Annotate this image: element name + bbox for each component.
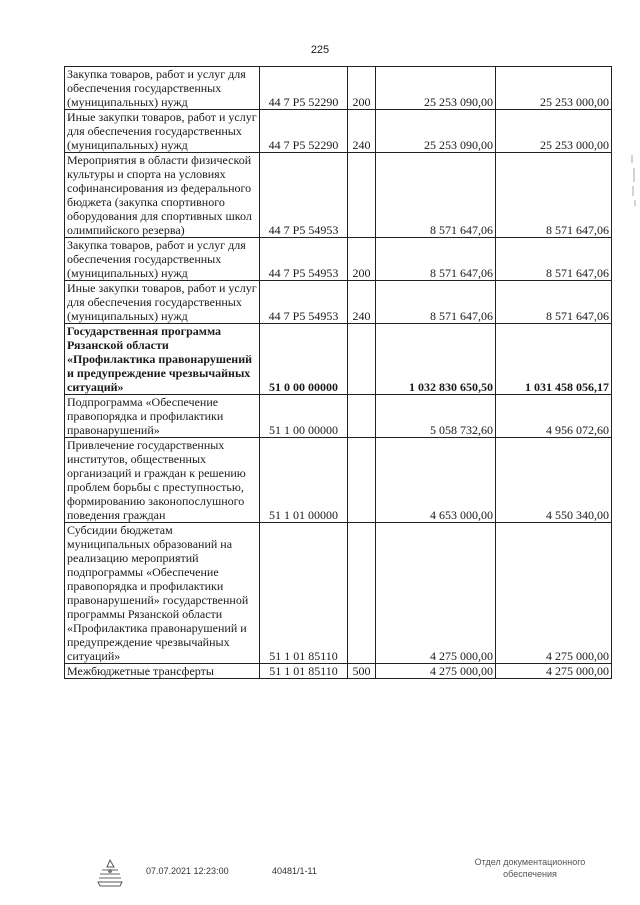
- row-value-1: 25 253 090,00: [376, 110, 496, 153]
- department-stamp: [445, 856, 615, 880]
- row-value-2: 8 571 647,06: [496, 153, 612, 238]
- row-code: 51 0 00 00000: [260, 324, 348, 395]
- row-expense-type: [348, 153, 376, 238]
- row-expense-type: [348, 324, 376, 395]
- row-value-2: 8 571 647,06: [496, 238, 612, 281]
- row-expense-type: 500: [348, 664, 376, 679]
- row-expense-type: [348, 438, 376, 523]
- table-row: [65, 281, 612, 324]
- row-expense-type: [348, 523, 376, 664]
- page-number: 225: [310, 44, 330, 56]
- table-row: [65, 395, 612, 438]
- row-value-2: 4 275 000,00: [496, 664, 612, 679]
- row-name: Межбюджетные трансферты: [65, 664, 260, 679]
- row-value-1: 1 032 830 650,50: [376, 324, 496, 395]
- department-line-1: Отдел документационного: [474, 857, 586, 867]
- row-value-1: 25 253 090,00: [376, 67, 496, 110]
- row-expense-type: 240: [348, 110, 376, 153]
- row-value-1: 4 275 000,00: [376, 523, 496, 664]
- row-code: 51 1 01 85110: [260, 664, 348, 679]
- row-value-2: 25 253 000,00: [496, 67, 612, 110]
- row-name: Иные закупки товаров, работ и услуг для обеспечения государственных (муниципальных) нужд: [65, 281, 260, 324]
- table-row: [65, 110, 612, 153]
- row-name: Привлечение государственных институтов, общественных организаций и граждан к решению проблем борьбы с преступностью, формированию законопослушного поведения граждан: [65, 438, 260, 523]
- table-row: [65, 523, 612, 664]
- footer-doc-number: 40481/1-11: [272, 866, 317, 876]
- row-code: 44 7 P5 52290: [260, 110, 348, 153]
- row-code: 51 1 01 00000: [260, 438, 348, 523]
- row-expense-type: 200: [348, 238, 376, 281]
- table-row: [65, 664, 612, 679]
- row-expense-type: 200: [348, 67, 376, 110]
- row-code: 44 7 P5 54953: [260, 153, 348, 238]
- row-value-2: 25 253 000,00: [496, 110, 612, 153]
- row-name: Иные закупки товаров, работ и услуг для обеспечения государственных (муниципальных) нужд: [65, 110, 260, 153]
- footer-datetime: 07.07.2021 12:23:00: [146, 866, 229, 876]
- row-code: 44 7 P5 54953: [260, 281, 348, 324]
- row-name: Мероприятия в области физической культуры и спорта на условиях софинансирования из федерального бюджета (закупка спортивного оборудования для спортивных школ олимпийского резерва): [65, 153, 260, 238]
- table-row: [65, 67, 612, 110]
- row-value-2: 4 956 072,60: [496, 395, 612, 438]
- row-code: 44 7 P5 52290: [260, 67, 348, 110]
- table-row: [65, 438, 612, 523]
- department-line-2: обеспечения: [503, 869, 557, 879]
- row-value-1: 8 571 647,06: [376, 281, 496, 324]
- row-expense-type: 240: [348, 281, 376, 324]
- table-row: [65, 324, 612, 395]
- row-value-2: 1 031 458 056,17: [496, 324, 612, 395]
- row-value-1: 8 571 647,06: [376, 238, 496, 281]
- scan-edge-marks: [630, 150, 638, 210]
- row-expense-type: [348, 395, 376, 438]
- row-value-1: 4 275 000,00: [376, 664, 496, 679]
- row-value-1: 5 058 732,60: [376, 395, 496, 438]
- row-name: Субсидии бюджетам муниципальных образований на реализацию мероприятий подпрограммы «Обеспечение правопорядка и профилактики правонарушений» государственной программы Рязанской области «Профилактика правонарушений и предупреждение чрезвычайных ситуаций»: [65, 523, 260, 664]
- stamp-icon: [93, 858, 127, 888]
- row-name: Государственная программа Рязанской области «Профилактика правонарушений и предупреждение чрезвычайных ситуаций»: [65, 324, 260, 395]
- row-name: Закупка товаров, работ и услуг для обеспечения государственных (муниципальных) нужд: [65, 238, 260, 281]
- row-value-1: 8 571 647,06: [376, 153, 496, 238]
- row-code: 51 1 01 85110: [260, 523, 348, 664]
- row-value-2: 8 571 647,06: [496, 281, 612, 324]
- budget-table: [64, 66, 612, 679]
- row-value-2: 4 550 340,00: [496, 438, 612, 523]
- budget-table-body: [65, 67, 612, 679]
- row-name: Подпрограмма «Обеспечение правопорядка и профилактики правонарушений»: [65, 395, 260, 438]
- row-code: 51 1 00 00000: [260, 395, 348, 438]
- row-value-2: 4 275 000,00: [496, 523, 612, 664]
- row-value-1: 4 653 000,00: [376, 438, 496, 523]
- row-code: 44 7 P5 54953: [260, 238, 348, 281]
- row-name: Закупка товаров, работ и услуг для обеспечения государственных (муниципальных) нужд: [65, 67, 260, 110]
- table-row: [65, 153, 612, 238]
- table-row: [65, 238, 612, 281]
